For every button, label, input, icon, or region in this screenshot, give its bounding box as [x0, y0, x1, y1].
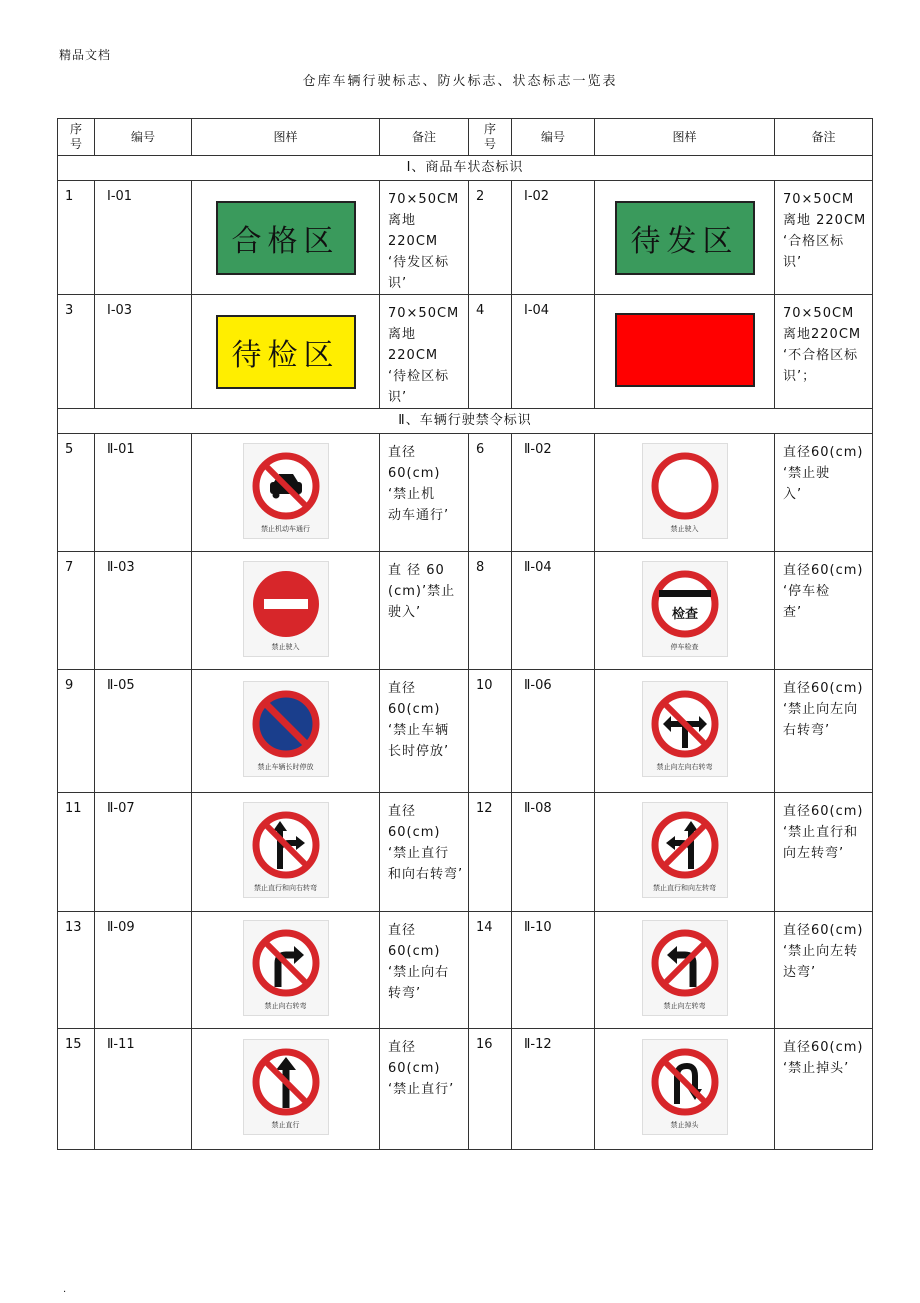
- col-header-seq: 序 号: [58, 119, 95, 156]
- traffic-sign: [243, 802, 329, 898]
- sign-code: Ⅰ-04: [512, 295, 595, 409]
- sign-caption: 禁止直行和向左转弯: [653, 884, 716, 892]
- sign-image-cell: [595, 912, 775, 1029]
- seq-number: 12: [469, 793, 512, 912]
- table-row: [58, 434, 873, 552]
- note-line: 识’: [388, 276, 408, 291]
- stop-check-icon: [649, 568, 721, 640]
- note-line: 直径60(cm): [388, 445, 441, 481]
- section-header-row: [58, 409, 873, 434]
- sign-image-cell: [192, 1029, 380, 1150]
- note-line: 直径60(cm): [783, 1040, 864, 1055]
- note-line: 直径60(cm): [388, 923, 441, 959]
- col-header-image: 图样: [595, 119, 775, 156]
- status-zone-sign: 合格区: [216, 201, 356, 275]
- sign-image-cell: [595, 793, 775, 912]
- note-line: 离地220CM: [388, 213, 439, 249]
- seq-number: 5: [58, 434, 95, 552]
- sign-code: Ⅱ-01: [95, 434, 192, 552]
- sign-note: [775, 295, 873, 409]
- note-line: 直 径 60: [388, 563, 445, 578]
- sign-note: [775, 670, 873, 793]
- sign-note: [380, 912, 469, 1029]
- note-line: (cm)’禁止: [388, 584, 456, 599]
- sign-image-cell: [192, 670, 380, 793]
- traffic-sign: [642, 681, 728, 777]
- table-row: [58, 552, 873, 670]
- section-title: Ⅰ、商品车状态标识: [58, 156, 873, 181]
- traffic-sign: [243, 561, 329, 657]
- sign-image-cell: [192, 434, 380, 552]
- sign-code: Ⅱ-11: [95, 1029, 192, 1150]
- note-line: 识’: [783, 255, 803, 270]
- footer-mark: .: [63, 1284, 67, 1295]
- traffic-sign: [243, 681, 329, 777]
- no-left-right-turn-icon: [649, 688, 721, 760]
- note-line: 直径60(cm): [388, 1040, 441, 1076]
- note-line: 直径60(cm): [388, 681, 441, 717]
- note-line: 动车通行’: [388, 508, 450, 523]
- note-line: 直径60(cm): [783, 445, 864, 460]
- note-line: 转弯’: [388, 986, 422, 1001]
- note-line: 离地220CM: [783, 327, 862, 342]
- note-line: 向左转弯’: [783, 846, 845, 861]
- note-line: 70×50CM: [783, 306, 855, 321]
- status-zone-sign: [615, 313, 755, 387]
- seq-number: 2: [469, 181, 512, 295]
- col-header-note: 备注: [775, 119, 873, 156]
- sign-code: Ⅰ-03: [95, 295, 192, 409]
- no-straight-left-icon: [649, 809, 721, 881]
- sign-caption: 停车检查: [670, 642, 699, 651]
- note-line: ‘待发区标: [388, 255, 450, 270]
- section-title: Ⅱ、车辆行驶禁令标识: [58, 409, 873, 434]
- note-line: 直径60(cm): [783, 681, 864, 696]
- col-header-code: 编号: [95, 119, 192, 156]
- status-zone-sign: 待检区: [216, 315, 356, 389]
- sign-note: [775, 181, 873, 295]
- document-title: 仓库车辆行驶标志、防火标志、状态标志一览表: [302, 74, 618, 89]
- traffic-sign: [642, 920, 728, 1016]
- note-line: 直径60(cm): [783, 563, 864, 578]
- table-header-row: [58, 119, 873, 156]
- traffic-sign: [243, 920, 329, 1016]
- sign-caption: 禁止机动车通行: [261, 524, 310, 533]
- sign-code: Ⅱ-05: [95, 670, 192, 793]
- note-line: ‘禁止直行和: [783, 825, 859, 840]
- note-line: 直径60(cm): [388, 804, 441, 840]
- seq-number: 4: [469, 295, 512, 409]
- sign-code: Ⅱ-07: [95, 793, 192, 912]
- note-line: ‘待检区标: [388, 369, 450, 384]
- note-line: 识’；: [783, 369, 817, 384]
- table-row: [58, 1029, 873, 1150]
- section-header-row: [58, 156, 873, 181]
- no-u-turn-icon: [649, 1046, 721, 1118]
- sign-image-cell: [595, 1029, 775, 1150]
- sign-caption: 禁止驶入: [271, 642, 300, 651]
- col-header-seq: 序 号: [469, 119, 512, 156]
- sign-code: Ⅱ-12: [512, 1029, 595, 1150]
- sign-note: [380, 434, 469, 552]
- note-line: 和向右转弯’: [388, 867, 464, 882]
- note-line: ‘禁止向右: [388, 965, 450, 980]
- sign-image-cell: [595, 434, 775, 552]
- sign-table: [57, 118, 873, 1150]
- traffic-sign: [642, 802, 728, 898]
- note-line: 右转弯’: [783, 723, 831, 738]
- sign-caption: 禁止向左向右转弯: [656, 763, 713, 771]
- sign-caption: 禁止车辆长时停放: [257, 763, 314, 771]
- no-right-turn-icon: [250, 927, 322, 999]
- sign-code: Ⅱ-10: [512, 912, 595, 1029]
- note-line: 直径60(cm): [783, 923, 864, 938]
- note-line: 长时停放’: [388, 744, 450, 759]
- sign-image-cell: [595, 181, 775, 295]
- col-header-code: 编号: [512, 119, 595, 156]
- sign-note: [380, 295, 469, 409]
- svg-text:检查: 检查: [671, 606, 698, 622]
- sign-note: [775, 552, 873, 670]
- note-line: 入’: [783, 487, 803, 502]
- table-row: [58, 670, 873, 793]
- seq-number: 14: [469, 912, 512, 1029]
- traffic-sign: [642, 1039, 728, 1135]
- note-line: ‘禁止直行’: [388, 1082, 455, 1097]
- sign-image-cell: [192, 793, 380, 912]
- note-line: ‘禁止直行: [388, 846, 450, 861]
- note-line: 查’: [783, 605, 803, 620]
- note-line: 70×50CM: [783, 192, 855, 207]
- no-motor-vehicle-icon: [250, 450, 322, 522]
- no-entry-bar-icon: [250, 568, 322, 640]
- sign-image-cell: [192, 295, 380, 409]
- sign-code: Ⅰ-02: [512, 181, 595, 295]
- note-line: 70×50CM: [388, 192, 460, 207]
- note-line: 70×50CM: [388, 306, 460, 321]
- seq-number: 7: [58, 552, 95, 670]
- sign-code: Ⅰ-01: [95, 181, 192, 295]
- sign-image-cell: [192, 912, 380, 1029]
- sign-caption: 禁止掉头: [670, 1121, 699, 1129]
- note-line: ‘禁止机: [388, 487, 436, 502]
- traffic-sign: [642, 443, 728, 539]
- traffic-sign: [243, 443, 329, 539]
- note-line: 直径60(cm): [783, 804, 864, 819]
- note-line: 达弯’: [783, 965, 817, 980]
- status-zone-sign: 待发区: [615, 201, 755, 275]
- no-straight-right-icon: [250, 809, 322, 881]
- sign-caption: 禁止驶入: [670, 524, 699, 533]
- sign-note: [775, 1029, 873, 1150]
- sign-image-cell: [595, 670, 775, 793]
- note-line: ‘不合格区标: [783, 348, 859, 363]
- table-row: [58, 793, 873, 912]
- no-straight-icon: [250, 1046, 322, 1118]
- note-line: 离地220CM: [388, 327, 439, 363]
- no-long-parking-icon: [250, 688, 322, 760]
- table-row: [58, 295, 873, 409]
- traffic-sign: [243, 1039, 329, 1135]
- sign-note: [775, 912, 873, 1029]
- sign-image-cell: [192, 552, 380, 670]
- note-line: ‘禁止向左转: [783, 944, 859, 959]
- seq-number: 8: [469, 552, 512, 670]
- no-entry-ring-icon: [649, 450, 721, 522]
- sign-code: Ⅱ-02: [512, 434, 595, 552]
- no-left-turn-icon: [649, 927, 721, 999]
- seq-number: 1: [58, 181, 95, 295]
- seq-number: 3: [58, 295, 95, 409]
- sign-note: [380, 670, 469, 793]
- seq-number: 11: [58, 793, 95, 912]
- sign-note: [380, 552, 469, 670]
- sign-image-cell: [595, 552, 775, 670]
- note-line: ‘禁止掉头’: [783, 1061, 850, 1076]
- col-header-note: 备注: [380, 119, 469, 156]
- note-line: ‘禁止驶: [783, 466, 831, 481]
- note-line: ‘禁止向左向: [783, 702, 859, 717]
- sign-note: [380, 181, 469, 295]
- seq-number: 13: [58, 912, 95, 1029]
- sign-code: Ⅱ-04: [512, 552, 595, 670]
- seq-number: 6: [469, 434, 512, 552]
- sign-code: Ⅱ-08: [512, 793, 595, 912]
- seq-number: 16: [469, 1029, 512, 1150]
- sign-image-cell: [595, 295, 775, 409]
- note-line: 识’: [388, 390, 408, 405]
- traffic-sign: [642, 561, 728, 657]
- note-line: ‘合格区标: [783, 234, 845, 249]
- header-note: 精品文档: [59, 48, 112, 62]
- sign-image-cell: [192, 181, 380, 295]
- seq-number: 15: [58, 1029, 95, 1150]
- sign-caption: 禁止直行: [271, 1121, 300, 1129]
- sign-caption: 禁止向右转弯: [264, 1002, 307, 1010]
- col-header-image: 图样: [192, 119, 380, 156]
- note-line: 离地 220CM: [783, 213, 867, 228]
- sign-note: [380, 1029, 469, 1150]
- sign-code: Ⅱ-03: [95, 552, 192, 670]
- sign-note: [380, 793, 469, 912]
- sign-caption: 禁止向左转弯: [663, 1002, 706, 1010]
- note-line: ‘禁止车辆: [388, 723, 450, 738]
- seq-number: 9: [58, 670, 95, 793]
- table-row: [58, 912, 873, 1029]
- table-row: [58, 181, 873, 295]
- sign-note: [775, 434, 873, 552]
- sign-note: [775, 793, 873, 912]
- note-line: ‘停车检: [783, 584, 831, 599]
- sign-code: Ⅱ-09: [95, 912, 192, 1029]
- sign-code: Ⅱ-06: [512, 670, 595, 793]
- note-line: 驶入’: [388, 605, 422, 620]
- seq-number: 10: [469, 670, 512, 793]
- sign-caption: 禁止直行和向右转弯: [254, 884, 317, 892]
